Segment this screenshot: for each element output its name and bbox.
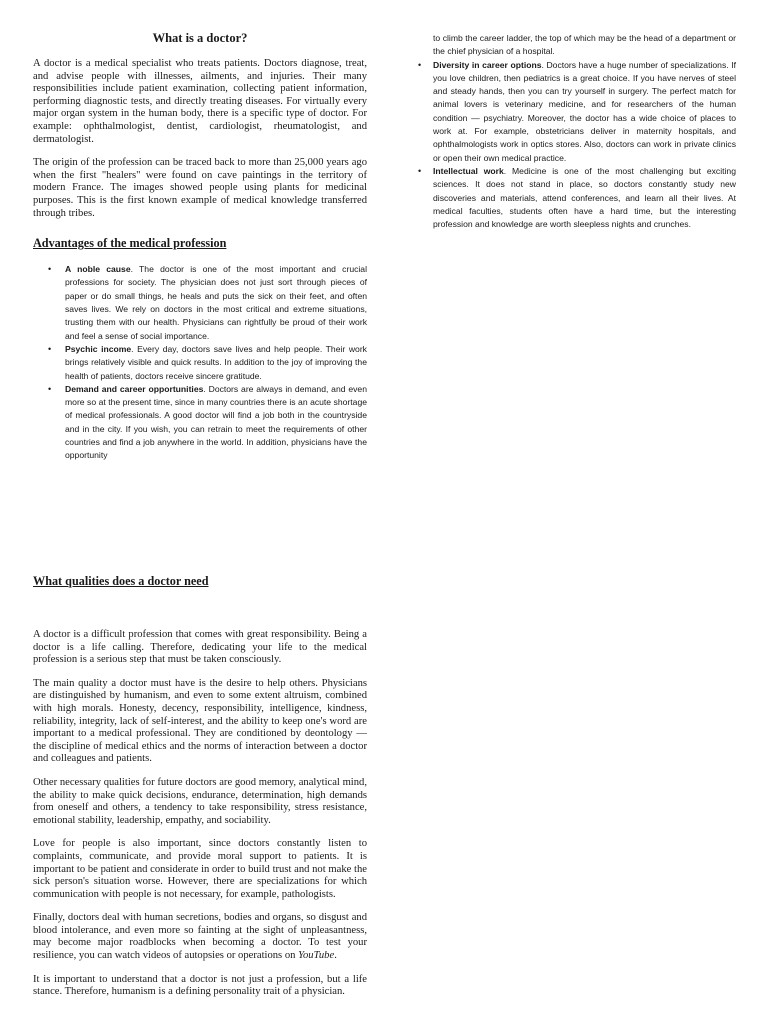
- qualities-paragraph-3: Other necessary qualities for future doctors are good memory, analytical mind, the ability to make quick decisions, endurance, determination, high demands from oneself and others, a tendency to take responsibility, stress resistance, emotional stability, leadership, empathy, and sociability.: [33, 776, 367, 826]
- youtube-reference: YouTube: [298, 950, 335, 962]
- bullet-icon: •: [418, 59, 422, 70]
- qualities-paragraph-4: Love for people is also important, since doctors constantly listen to complaints, communicate, and provide moral support to patients. It is important to be patient and considerate in order to build trust and not make the sick person's situation worse. However, there are specializations for which communication with people is not necessary, for example, pathologists.: [33, 838, 367, 900]
- advantages-heading: Advantages of the medical profession: [33, 236, 227, 251]
- bullet-term: Demand and career opportunities: [65, 383, 204, 394]
- qualities-paragraph-5: [33, 912, 367, 962]
- bullet-text: . Every day, doctors save lives and help people. Their work brings relatively visible and quick results. In addition to the joy of improving the health of patients, doctors receive sincere gratitude.: [65, 343, 367, 381]
- list-item: [33, 343, 367, 383]
- bullet-icon: •: [48, 264, 52, 275]
- left-column-top: [33, 30, 367, 463]
- paragraph-end: .: [334, 950, 337, 962]
- advantages-list: [33, 263, 367, 462]
- list-item: [33, 383, 367, 463]
- bullet-icon: •: [48, 383, 52, 394]
- bullet-text: . Medicine is one of the most challenging but exciting sciences. It does not stand in place, so doctors constantly study new discoveries and materials, attend conferences, and learn all their lives. At medical faculties, students often have a hard time, but the interesting profession and knowledge are worth sleepless nights and crunches.: [433, 165, 736, 230]
- bullet-term: Diversity in career options: [433, 59, 542, 70]
- paragraph-text: Finally, doctors deal with human secretions, bodies and organs, so disgust and blood intolerance, and even more so fainting at the sight of unpleasantness, may become major roadblocks when becoming a doctor. To test your resilience, you can watch videos of autopsies or operations on: [33, 912, 367, 962]
- bullet-text: . Doctors have a huge number of specializations. If you love children, then pediatrics is a great choice. If you have nerves of steel and steady hands, then you can try yourself in surgery. The perfect match for animal lovers is veterinary medicine, and for researchers of the human condition — psychiatry. Moreover, the doctor has a wide choice of places to work at. For example, obstetricians deliver in maternity hospitals, and ophthalmologists work in optics stores. Also, doctors can work in private clinics or open their own medical practice.: [433, 59, 736, 163]
- qualities-heading: What qualities does a doctor need: [33, 574, 209, 588]
- bullet-term: A noble cause: [65, 264, 131, 275]
- intro-paragraph-2: The origin of the profession can be traced back to more than 25,000 years ago when the first "healers" were found on cave paintings in the territory of modern France. The images showed people using plants for medicinal purposes. This is the first known example of medical knowledge transferred through tribes.: [33, 157, 367, 219]
- qualities-paragraph-2: The main quality a doctor must have is the desire to help others. Physicians are distinguished by humanism, and even to some extent altruism, combined with high morals. Honesty, decency, responsibility, intelligence, kindness, reliability, integrity, lack of self-interest, and the ability to keep one's word are important to a medical professional. They are conditioned by deontology — the discipline of medical ethics and the norms of interaction between a doctor and colleagues and patients.: [33, 677, 367, 765]
- bullet-text: . The doctor is one of the most important and crucial professions for society. The physician does not just sort through pieces of paper or do small things, he heals and puts the sick on their feet, and often saves lives. We rely on doctors in the most critical and extreme situations, trusting them with our health. Physicians can rightfully be proud of their work and feel a sense of social importance.: [65, 264, 367, 341]
- page-title: What is a doctor?: [152, 31, 248, 45]
- qualities-paragraph-6: It is important to understand that a doctor is not just a profession, but a life stance. Therefore, humanism is a defining personality trait of a physician.: [33, 973, 367, 998]
- advantages-list-continued: [418, 59, 736, 232]
- qualities-paragraph-1: A doctor is a difficult profession that comes with great responsibility. Being a doctor is a life calling. Therefore, dedicating your life to the medical profession is a serious step that must be taken consciously.: [33, 629, 367, 666]
- bullet-term: Psychic income: [65, 343, 132, 354]
- bullet-continuation: to climb the career ladder, the top of which may be the head of a department or the chief physician of a hospital.: [433, 33, 736, 57]
- list-item: [418, 165, 736, 231]
- bullet-term: Intellectual work: [433, 165, 504, 176]
- intro-paragraph-1: A doctor is a medical specialist who treats patients. Doctors diagnose, treat, and advise people with illnesses, ailments, and injuries. Their many responsibilities include patient examination, collecting patient information, performing diagnostic tests, and directly treating diseases. For virtually every major organ system in the human body, there is a specific type of doctor. For example: ophthalmologist, dentist, cardiologist, rheumatologist, and dermatologist.: [33, 58, 367, 145]
- list-item: [418, 59, 736, 165]
- right-column-top: [418, 32, 736, 231]
- bullet-icon: •: [418, 165, 422, 176]
- left-column-bottom: [33, 574, 367, 1010]
- bullet-icon: •: [48, 343, 52, 354]
- list-item: [33, 263, 367, 343]
- bullet-text: . Doctors are always in demand, and even more so at the present time, since in many countries there is an acute shortage of medical professionals. A good doctor will find a job both in the countryside and in the city. If you wish, you can retrain to meet the requirements of other countries and find a job anywhere in the world. In addition, physicians have the opportunity: [65, 383, 367, 461]
